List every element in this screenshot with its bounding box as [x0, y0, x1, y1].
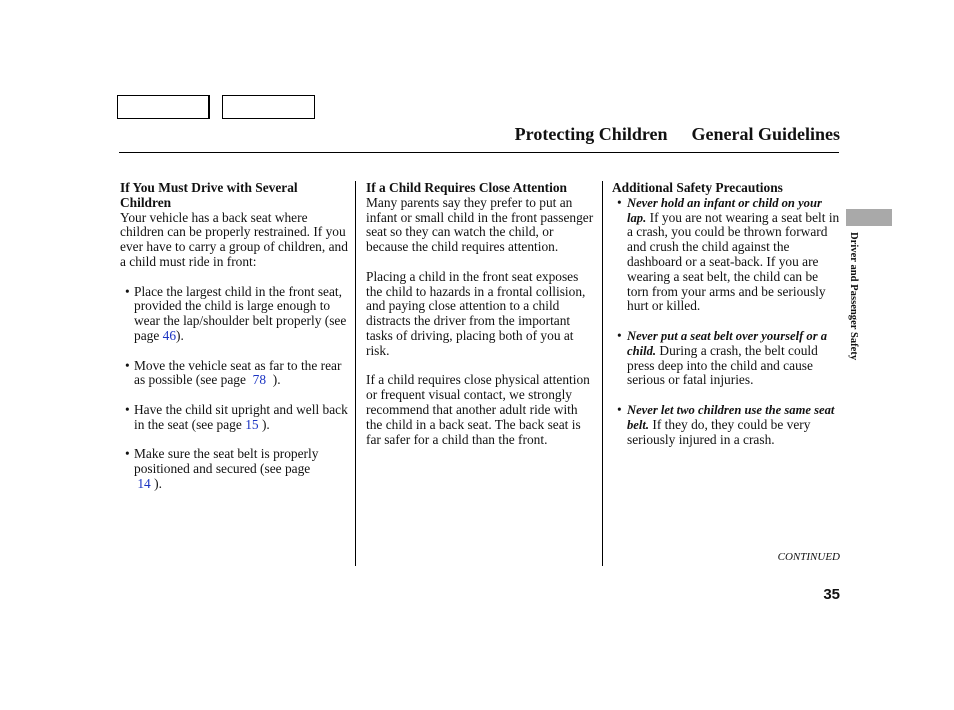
column3-heading: Additional Safety Precautions	[612, 180, 783, 195]
column1-intro: Your vehicle has a back seat where children can be properly restrained. If you ever have to carry a group of children, and a child must ride in front:	[120, 209, 348, 269]
page-title	[515, 124, 840, 145]
bullet-icon: •	[125, 357, 130, 373]
bullet-icon: •	[125, 446, 130, 462]
page-link-46[interactable]: 46	[162, 327, 177, 343]
list-item: • Never let two children use the same seat belt. If they do, they could be very seriously injured in a crash.	[617, 401, 835, 447]
page-number: 35	[823, 586, 840, 603]
nav-button-previous[interactable]	[117, 95, 210, 119]
column2-heading: If a Child Requires Close Attention	[366, 180, 567, 195]
column1-heading: If You Must Drive with Several Children	[120, 180, 298, 210]
section-tab[interactable]	[846, 209, 892, 226]
bullet-icon: •	[125, 283, 130, 299]
bullet-icon: •	[617, 327, 622, 343]
column-divider	[355, 181, 356, 566]
warning-emphasis: Never put a seat belt over yourself or a child.	[627, 328, 828, 358]
section-title: Protecting Children	[514, 124, 668, 144]
list-item: • Move the vehicle seat as far to the rear as possible (see page 78 ).	[125, 357, 342, 388]
bullet-icon: •	[617, 194, 622, 210]
column2-paragraph: Many parents say they prefer to put an infant or small child in the front passenger seat so they can watch the child, or because the child requires attention.	[366, 194, 594, 255]
bullet-icon: •	[125, 401, 130, 417]
warning-emphasis: Never let two children use the same seat belt.	[627, 402, 835, 432]
warning-emphasis: Never hold an infant or child on your lap.	[627, 195, 822, 225]
column-safety-precautions	[612, 181, 842, 447]
list-item: • Make sure the seat belt is properly positioned and secured (see page 14 ).	[125, 446, 319, 491]
continued-label: CONTINUED	[777, 551, 840, 563]
list-item: • Have the child sit upright and well back in the seat (see page 15 ).	[125, 401, 348, 432]
page-link-14[interactable]: 14	[137, 475, 151, 491]
section-tab-label: Driver and Passenger Safety	[848, 232, 859, 361]
list-item: • Place the largest child in the front seat, provided the child is large enough to wear the lap/shoulder belt properly (see page 46).	[125, 283, 347, 343]
subsection-title: General Guidelines	[691, 124, 840, 144]
page-link-78[interactable]: 78	[252, 372, 267, 388]
column2-paragraph: If a child requires close physical attention or frequent visual contact, we strongly recommend that another adult ride with the child in a back seat. The back seat is far safer for a child than the front.	[366, 372, 590, 447]
bullet-icon: •	[617, 401, 622, 417]
column-several-children	[120, 181, 352, 492]
header-rule	[119, 152, 839, 153]
list-item: • Never put a seat belt over yourself or a child. During a crash, the belt could press deep into the child and cause serious or fatal injuries.	[617, 327, 828, 388]
column-close-attention	[366, 181, 596, 447]
column2-paragraph: Placing a child in the front seat exposes the child to hazards in a frontal collision, and paying close attention to a child distracts the driver from the important tasks of driving, placing both of you at risk.	[366, 268, 586, 358]
nav-button-next[interactable]	[222, 95, 315, 119]
page-link-15[interactable]: 15	[245, 416, 259, 432]
column-divider	[602, 181, 603, 566]
list-item: • Never hold an infant or child on your lap. If you are not wearing a seat belt in a crash, you could be thrown forward and crush the child against the dashboard or a seat-back. If you are wearing a seat belt, the child can be torn from your arms and be seriously hurt or killed.	[617, 194, 840, 314]
